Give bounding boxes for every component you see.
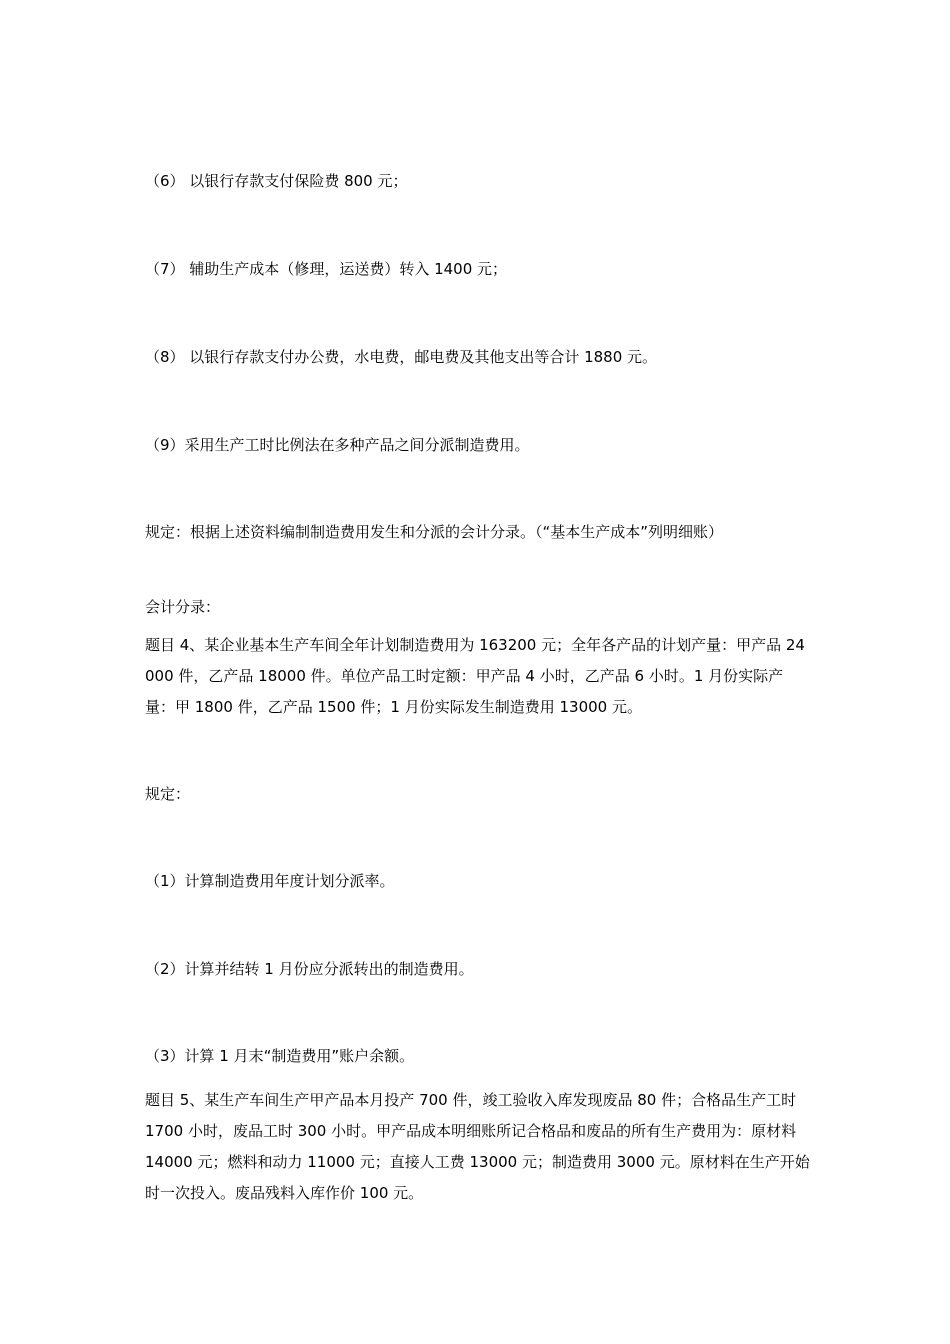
question-5-text: 题目 5、某生产车间生产甲产品本月投产 700 件，竣工验收入库发现废品 80 件；合格品生产工时 1700 小时，废品工时 300 小时。甲产品成本明细账所记合格品和废品的所有生产费用为：原材料 14000 元；燃料和动力 11000 元；直接人工费 13000 元；制造费用 3000 元。原材料在生产开始时一次投入。废品残料入库作价 100 元。 [145,1091,810,1202]
question-4-step-2: （2）计算并结转 1 月份应分派转出的制造费用。 [145,960,474,978]
requirement-paragraph: 规定：根据上述资料编制制造费用发生和分派的会计分录。（“基本生产成本”列明细账） [145,523,724,541]
question-4-rule-label: 规定： [145,785,191,803]
question-4-step-3: （3）计算 1 月末“制造费用”账户余额。 [145,1047,415,1065]
item-6: （6） 以银行存款支付保险费 800 元； [145,172,408,190]
item-7: （7） 辅助生产成本（修理，运送费）转入 1400 元； [145,260,508,278]
journal-label: 会计分录： [145,598,221,616]
question-4-step-1: （1）计算制造费用年度计划分派率。 [145,872,395,890]
item-8: （8） 以银行存款支付办公费，水电费，邮电费及其他支出等合计 1880 元。 [145,348,658,366]
item-9: （9）采用生产工时比例法在多种产品之间分派制造费用。 [145,436,530,454]
question-4-text: 题目 4、某企业基本生产车间全年计划制造费用为 163200 元；全年各产品的计划产量：甲产品 24000 件，乙产品 18000 件。单位产品工时定额：甲产品 4 小时，乙产品 6 小时。1 月份实际产量：甲 1800 件，乙产品 1500 件；1 月份实际发生制造费用 13000 元。 [145,636,805,716]
